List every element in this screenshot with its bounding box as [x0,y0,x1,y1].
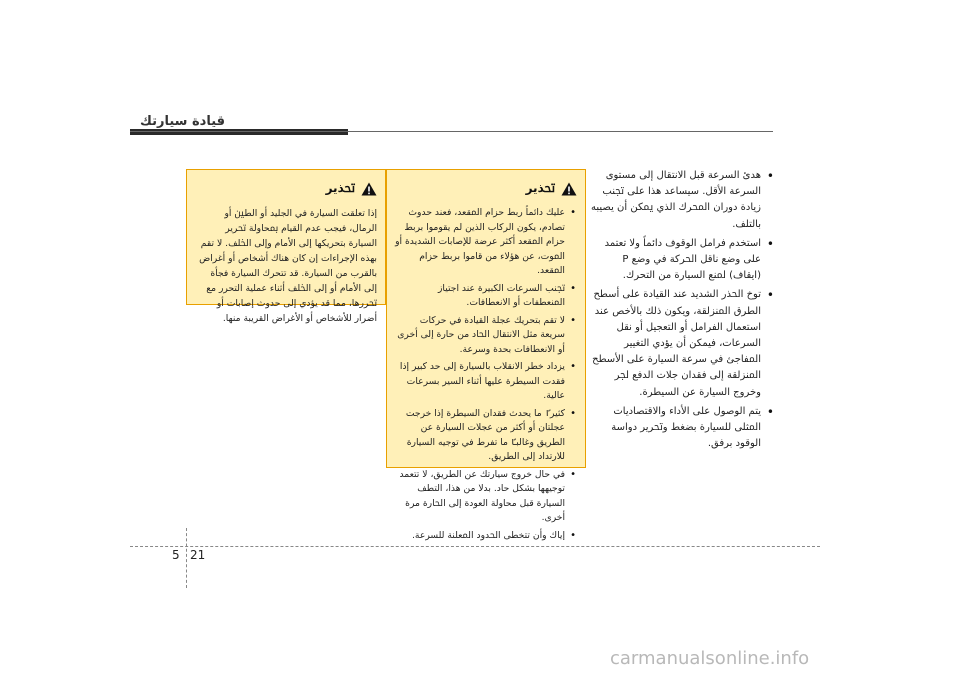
list-item: • ﺍﺳﺘﺨﺪﻡ ﻓﺮﺍﻣﻞ ﺍﻟﻮﻗﻮﻑ ﺩﺍﺋﻤﴼ ﻭﻻ ﺗﻌﺘﻤﺪ ﻋﻠﻰ ﻭﺿﻊ ﻧﺎﻗﻞ ﺍﳊﺮﻛﺔ ﻓﻲ ﻭﺿﻊ P (ﺍﻳﻘﺎﻑ) ﳌﻨﻊ ﺍﻟﺴﻴﺎﺭﺓ ﻣﻦ ﺍﻟﺘﺤﺮﻙ. [590,236,761,285]
footer-divider [186,528,187,588]
list-item: • ﺇﻳﺎﻙ ﻭﺃﻥ ﺗﺘﺨﻄﻰ ﺍﳊﺪﻭﺩ ﺍﳌﻌﻠﻨﺔ ﻟﻠﺴﺮﻋﺔ. [395,529,565,544]
warning-header [195,178,377,200]
main-bullet-list [590,168,775,452]
footer-rule [130,546,820,547]
warning-box-left [186,169,386,324]
warning-title: ﲢﺬﻳﺮ [325,181,355,195]
warning-title: ﲢﺬﻳﺮ [525,181,555,195]
list-item: • ﻋﻠﻴﻚ ﺩﺍﺋﻤﴼ ﺭﺑﻂ ﺣﺰﺍﻡ ﺍﳌﻘﻌﺪ، ﻓﻌﻨﺪ ﺣﺪﻭﺙ ﺗﺼﺎﺩﻡ، ﻳﻜﻮﻥ ﺍﻟﺮﻛﺎﺏ ﺍﻟﺬﻳﻦ ﻟﻢ ﻳﻘﻮﻣﻮﺍ ﺑﺮﺑﻂ ﺣﺰﺍﻡ ﺍﳌﻘﻌﺪ ﺃﻛﺜﺮ ﻋﺮﺿﺔ ﻟﻺﺻﺎﺑﺎﺕ ﺍﻟﺸﺪﻳﺪﺓ ﺃﻭ ﺍﳌﻮﺕ، ﻋﻦ ﻫﺆﻻﺀ ﻣﻦ ﻗﺎﻣﻮﺍ ﺑﺮﺑﻂ ﺣﺰﺍﻡ ﺍﳌﻘﻌﺪ. [395,206,565,279]
page-number: 21 [190,548,206,562]
header-rule [130,131,773,132]
warning-header [395,178,577,200]
list-item: • ﻫﺪﺉ ﺍﻟﺴﺮﻋﺔ ﻗﺒﻞ ﺍﻻﻧﺘﻘﺎﻝ ﺇﻟﻰ ﻣﺴﺘﻮﻯ ﺍﻟﺴﺮﻋﺔ ﺍﻷﻗﻞ. ﺳﻴﺴﺎﻋﺪ ﻫﺬﺍ ﻋﻠﻰ ﲡﻨﺐ ﺯﻳﺎﺩﺓ ﺩﻭﺭﺍﻥ ﺍﶈﺮﻙ ﺍﻟﺬﻱ ﳝﻜﻦ ﺃﻥ ﻳﺼﻴﺒﻪ ﺑﺎﻟﺘﻠﻒ. [590,168,761,233]
page-header-title: ﻗﻴﺎﺩﺓ ﺳﻴﺎﺭﺗﻚ [140,114,226,129]
list-item: • ﻳﺘﻢ ﺍﻟﻮﺻﻮﻝ ﻋﻠﻰ ﺍﻷﺩﺍﺀ ﻭﺍﻻﻗﺘﺼﺎﺩﻳﺎﺕ ﺍﳌﺜﻠﻰ ﻟﻠﺴﻴﺎﺭﺓ ﺑﻀﻐﻂ ﻭﲢﺮﻳﺮ ﺩﻭﺍﺳﺔ ﺍﻟﻮﻗﻮﺩ ﺑﺮﻓﻖ. [590,404,761,453]
list-item: • ﻓﻲ ﺣﺎﻝ ﺧﺮﻭﺝ ﺳﻴﺎﺭﺗﻚ ﻋﻦ ﺍﻟﻄﺮﻳﻖ، ﻻ ﺗﺘﻌﻤﺪ ﺗﻮﺟﻴﻬﻬﺎ ﺑﺸﻜﻞ ﺣﺎﺩ. ﺑﺪﻻ ﻣﻦ ﻫﺬﺍ، ﺍﻟﺘﻄﻒ ﺍﻟﺴﻴﺎﺭﺓ ﻗﺒﻞ ﻣﺤﺎﻭﻟﺔ ﺍﻟﻌﻮﺩﺓ ﺇﻟﻰ ﺍﳊﺎﺭﺓ ﻣﺮﺓ ﺃﺧﺮﻯ. [395,468,565,526]
main-text-column [590,168,775,455]
list-item: • ﺗﻮﺥ ﺍﳊﺬﺭ ﺍﻟﺸﺪﻳﺪ ﻋﻨﺪ ﺍﻟﻘﻴﺎﺩﺓ ﻋﻠﻰ ﺃﺳﻄﺢ ﺍﻟﻄﺮﻕ ﺍﳌﻨﺰﻟﻘﺔ، ﻭﻳﻜﻮﻥ ﺫﻟﻚ ﺑﺎﻷﺧﺺ ﻋﻨﺪ ﺍﺳﺘﻌﻤﺎﻝ ﺍﻟﻔﺮﺍﻣﻞ ﺃﻭ ﺍﻟﺘﻌﺠﻴﻞ ﺃﻭ ﻧﻘﻞ ﺍﻟﺴﺮﻋﺎﺕ، ﻓﻴﻤﻜﻦ ﺃﻥ ﻳﺆﺩﻱ ﺍﻟﺘﻐﻴﻴﺮ ﺍﳌﻔﺎﺟﺊ ﻓﻲ ﺳﺮﻋﺔ ﺍﻟﺴﻴﺎﺭﺓ ﻋﻠﻰ ﺍﻷﺳﻄﺢ ﺍﳌﻨﺰﻟﻘﺔ ﺇﻟﻰ ﻓﻘﺪﺍﻥ ﺟﻼﺕ ﺍﻟﺪﻓﻊ ﳉﺮ ﻭﺧﺮﻭﺝ ﺍﻟﺴﻴﺎﺭﺓ ﻋﻦ ﺍﻟﺴﻴﻄﺮﺓ. [590,287,761,400]
warning-triangle-icon [361,182,377,196]
list-item: • ﻻ ﺗﻘﻢ ﺑﺘﺤﺮﻳﻚ ﻋﺠﻠﺔ ﺍﻟﻘﻴﺎﺩﺓ ﻓﻲ ﺣﺮﻛﺎﺕ ﺳﺮﻳﻌﺔ ﻣﺜﻞ ﺍﻻﻧﺘﻘﺎﻝ ﺍﳊﺎﺩ ﻣﻦ ﺣﺎﺭﺓ ﺇﻟﻰ ﺃﺧﺮﻯ ﺃﻭ ﺍﻻﻧﻌﻄﺎﻓﺎﺕ ﺑﺤﺪﺓ ﻭﺳﺮﻋﺔ. [395,314,565,358]
list-item: • ﲡﻨﺐ ﺍﻟﺴﺮﻋﺎﺕ ﺍﻟﻜﺒﻴﺮﺓ ﻋﻨﺪ ﺍﺟﺘﻴﺎﺯ ﺍﳌﻨﻌﻄﻔﺎﺕ ﺃﻭ ﺍﻻﻧﻌﻄﺎﻓﺎﺕ. [395,282,565,311]
warning-list [395,206,577,543]
list-item: • ﻛﺜﻴﺮﴽ ﻣﺎ ﻳﺤﺪﺙ ﻓﻘﺪﺍﻥ ﺍﻟﺴﻴﻄﺮﺓ ﺇﺫﺍ ﺧﺮﺟﺖ ﻋﺠﻠﺘﺎﻥ ﺃﻭ ﺃﻛﺜﺮ ﻣﻦ ﻋﺠﻼﺕ ﺍﻟﺴﻴﺎﺭﺓ ﻋﻦ ﺍﻟﻄﺮﻳﻖ ﻭﻏﺎﻟﺒﴼ ﻣﺎ ﺗﻔﺮﻁ ﻓﻲ ﺗﻮﺟﻴﻪ ﺍﻟﺴﻴﺎﺭﺓ ﻟﻼﺭﺗﺪﺍﺩ ﺇﻟﻰ ﺍﻟﻄﺮﻳﻖ. [395,407,565,465]
warning-triangle-icon [561,182,577,196]
warning-box-right [386,169,586,541]
header-bar [130,129,348,135]
watermark: carmanualsonline.info [610,648,810,669]
chapter-number: 5 [172,548,180,562]
list-item: • ﻳﺰﺩﺍﺩ ﺧﻄﺮ ﺍﻻﻧﻘﻼﺏ ﺑﺎﻟﺴﻴﺎﺭﺓ ﺇﻟﻰ ﺣﺪ ﻛﺒﻴﺮ ﺇﺫﺍ ﻓﻘﺪﺕ ﺍﻟﺴﻴﻄﺮﺓ ﻋﻠﻴﻬﺎ ﺃﺛﻨﺎﺀ ﺍﻟﺴﻴﺮ ﺑﺴﺮﻋﺎﺕ ﻋﺎﻟﻴﺔ. [395,360,565,404]
warning-text: ﺇﺫﺍ ﺗﻌﻠﻘﺖ ﺍﻟﺴﻴﺎﺭﺓ ﻓﻲ ﺍﻟﺠﻠﻴﺪ ﺃﻭ ﺍﻟﻄﲔ ﺃﻭ ﺍﻟﺮﻣﺎﻝ، ﻓﻴﺠﺐ ﻋﺪﻡ ﺍﻟﻘﻴﺎﻡ ﲟﺤﺎﻭﻟﺔ ﲢﺮﻳﺮ ﺍﻟﺴﻴﺎﺭﺓ ﺑﺘﺤﺮﻳﻜﻬﺎ ﺇﻟﻰ ﺍﻷﻣﺎﻡ ﻭﺇﻟﻰ ﺍﳋﻠﻒ. ﻻ ﺗﻘﻢ ﺑﻬﺬﻩ ﺍﻹﺟﺮﺍﺀﺍﺕ ﺇﻥ ﻛﺎﻥ ﻫﻨﺎﻙ ﺃﺷﺨﺎﺹ ﺃﻭ ﺃﻏﺮﺍﺽ ﺑﺎﻟﻘﺮﺏ ﻣﻦ ﺍﻟﺴﻴﺎﺭﺓ. ﻗﺪ ﺗﺘﺤﺮﻙ ﺍﻟﺴﻴﺎﺭﺓ ﻓﺠﺄﺓ ﺇﻟﻰ ﺍﻷﻣﺎﻡ ﺃﻭ ﺇﻟﻰ ﺍﳋﻠﻒ ﺃﺛﻨﺎﺀ ﻋﻤﻠﻴﺔ ﺍﻟﺘﺤﺮﺭ ﻣﻊ ﲢﺮﺭﻫﺎ، ﻣﻤﺎ ﻗﺪ ﻳﺆﺩﻱ ﺇﻟﻰ ﺣﺪﻭﺙ ﺇﺻﺎﺑﺎﺕ ﺃﻭ ﺃﺿﺮﺍﺭ ﻟﻸﺷﺨﺎﺹ ﺃﻭ ﺍﻷﻏﺮﺍﺽ ﺍﻟﻘﺮﻳﺒﺔ ﻣﻨﻬﺎ. [199,208,377,324]
